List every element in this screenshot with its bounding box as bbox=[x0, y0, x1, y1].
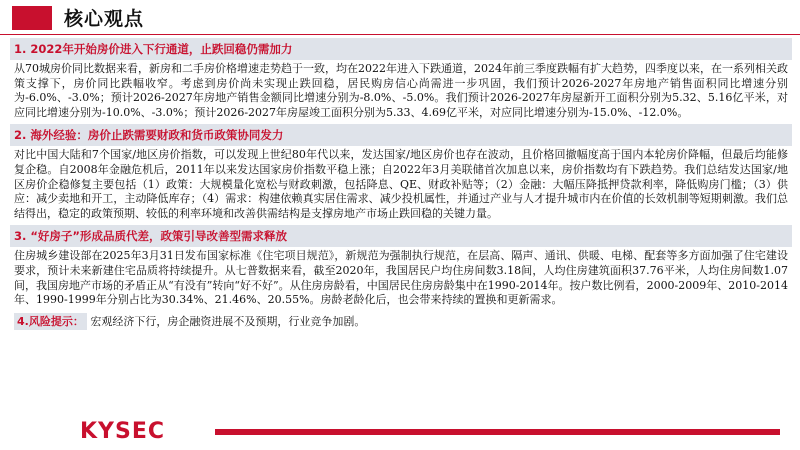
section-body: 从70城房价同比数据来看，新房和二手房价格增速走势趋于一致，均在2022年进入下跌通道，2024年前三季度跌幅有扩大趋势，四季度以来，在一系列相关政策支撑下，房价同比跌幅收窄。考虑到房价尚未实现止跌回稳，居民购房信心尚需进一步巩固，我们预计2026-2027年房地产销售面积同比增速分别为-6.0%、-3.0%；预计2026-2027年房地产销售金额同比增速分别为-8.0%、-5.0%。我们预计2026-2027年房屋新开工面积分别为5.32、5.16亿平米，对应同比增速分别为-10.0%、-3.0%；预计2026-2027年房屋竣工面积分别为5.33、4.69亿平米，对应同比增速分别为-15.0%、-12.0%。 bbox=[14, 62, 788, 119]
main-content bbox=[10, 38, 792, 332]
section-1 bbox=[10, 38, 792, 120]
section-heading: 1. 2022年开始房价进入下行通道，止跌回稳仍需加力 bbox=[10, 38, 792, 60]
section-body: 住房城乡建设部在2025年3月31日发布国家标准《住宅项目规范》，新规范为强制执行规范，在层高、隔声、通讯、供暖、电梯、配套等多方面加强了住宅建设要求，预计未来新建住宅品质将持续提升。从七普数据来看，截至2020年，我国居民户均住房间数3.18间，人均住房建筑面积37.76平米，人均住房间数1.07间，我国房地产市场的矛盾正从“有没有”转向“好不好”。从住房房龄看，中国居民住房房龄集中在1990-2014年。按户数比例看，2000-2009年、2010-2014年、1990-1999年分别占比为30.34%、21.46%、20.55%。房龄老龄化后，也会带来持续的置换和更新需求。 bbox=[14, 249, 788, 307]
page-header bbox=[0, 0, 800, 34]
header-accent-block bbox=[12, 6, 52, 30]
footer-divider bbox=[215, 429, 780, 435]
page-footer bbox=[0, 409, 800, 450]
section-body: 对比中国大陆和7个国家/地区房价指数，可以发现上世纪80年代以来，发达国家/地区房价也存在波动，且价格回撤幅度高于国内本轮房价降幅，但最后均能修复企稳。自2008年金融危机后，2011年以来发达国家房价指数平稳上涨；自2022年3月美联储首次加息以来，房价指数均有下跌趋势。我们总结发达国家/地区房价企稳修复主要包括（1）政策：大规模量化宽松与财政刺激，包括降息、QE、财政补贴等；（2）金融：大幅压降抵押贷款利率，降低购房门槛；（3）供应：减少卖地和开工，主动降低库存；（4）需求：构建依赖真实居住需求、减少投机属性，并通过产业与人才提升城市内在价值的长效机制等短期刺激。我们总结得出，稳定的政策预期、较低的利率环境和改善供需结构是支撑房地产市场止跌回稳的关键力量。 bbox=[14, 148, 788, 220]
section-heading: 3. “好房子”形成品质代差，政策引导改善型需求释放 bbox=[10, 225, 792, 247]
risk-warning bbox=[10, 312, 792, 332]
page-title: 核心观点 bbox=[64, 8, 145, 30]
risk-label: 4.风险提示： bbox=[14, 313, 87, 330]
section-2 bbox=[10, 124, 792, 221]
section-3 bbox=[10, 225, 792, 307]
header-divider bbox=[0, 34, 800, 35]
kysec-logo: KYSEC bbox=[80, 419, 165, 444]
section-heading: 2. 海外经验：房价止跌需要财政和货币政策协同发力 bbox=[10, 124, 792, 146]
risk-text: 宏观经济下行，房企融资进展不及预期，行业竞争加剧。 bbox=[90, 314, 366, 328]
